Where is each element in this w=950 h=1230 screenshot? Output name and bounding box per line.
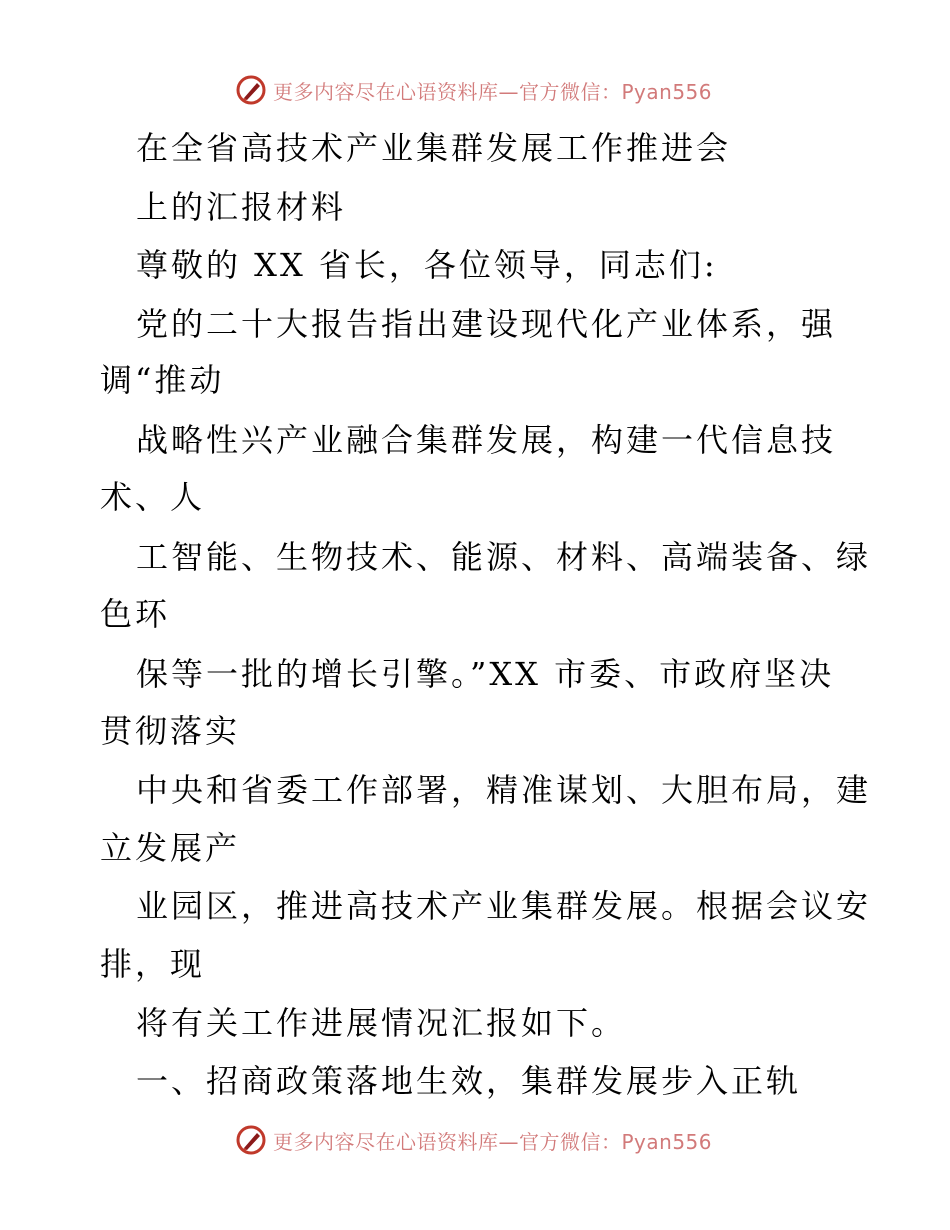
paragraph-line: 战略性兴产业融合集群发展，构建一代信息技 — [136, 421, 837, 459]
watermark-text: 更多内容尽在心语资料库—官方微信：Pyan556 — [273, 1129, 713, 1154]
doc-title-line-1: 在全省高技术产业集群发展工作推进会 — [136, 129, 732, 167]
paragraph-line: 调“推动 — [100, 361, 225, 399]
footer-watermark — [235, 1123, 712, 1157]
pen-logo-icon — [235, 74, 267, 106]
paragraph-line: 色环 — [100, 595, 171, 633]
section-heading: 一、招商政策落地生效，集群发展步入正轨 — [136, 1062, 802, 1100]
paragraph-line: 党的二十大报告指出建设现代化产业体系，强 — [136, 305, 837, 343]
paragraph-line: 排，现 — [100, 945, 206, 983]
watermark-text: 更多内容尽在心语资料库—官方微信：Pyan556 — [273, 79, 713, 104]
paragraph-line: 中央和省委工作部署，精准谋划、大胆布局，建 — [136, 771, 872, 809]
paragraph-line: 贯彻落实 — [100, 712, 241, 750]
salutation: 尊敬的 XX 省长，各位领导，同志们: — [136, 246, 718, 284]
paragraph-line: 将有关工作进展情况汇报如下。 — [136, 1004, 627, 1042]
paragraph-line: 立发展产 — [100, 829, 241, 867]
paragraph-line: 工智能、生物技术、能源、材料、高端装备、绿 — [136, 538, 872, 576]
paragraph-line: 保等一批的增长引擎。”XX 市委、市政府坚决 — [136, 655, 835, 693]
doc-title-line-2: 上的汇报材料 — [136, 188, 347, 226]
paragraph-line: 术、人 — [100, 478, 206, 516]
header-watermark — [235, 73, 712, 107]
paragraph-line: 业园区，推进高技术产业集群发展。根据会议安 — [136, 887, 872, 925]
pen-logo-icon — [235, 1124, 267, 1156]
